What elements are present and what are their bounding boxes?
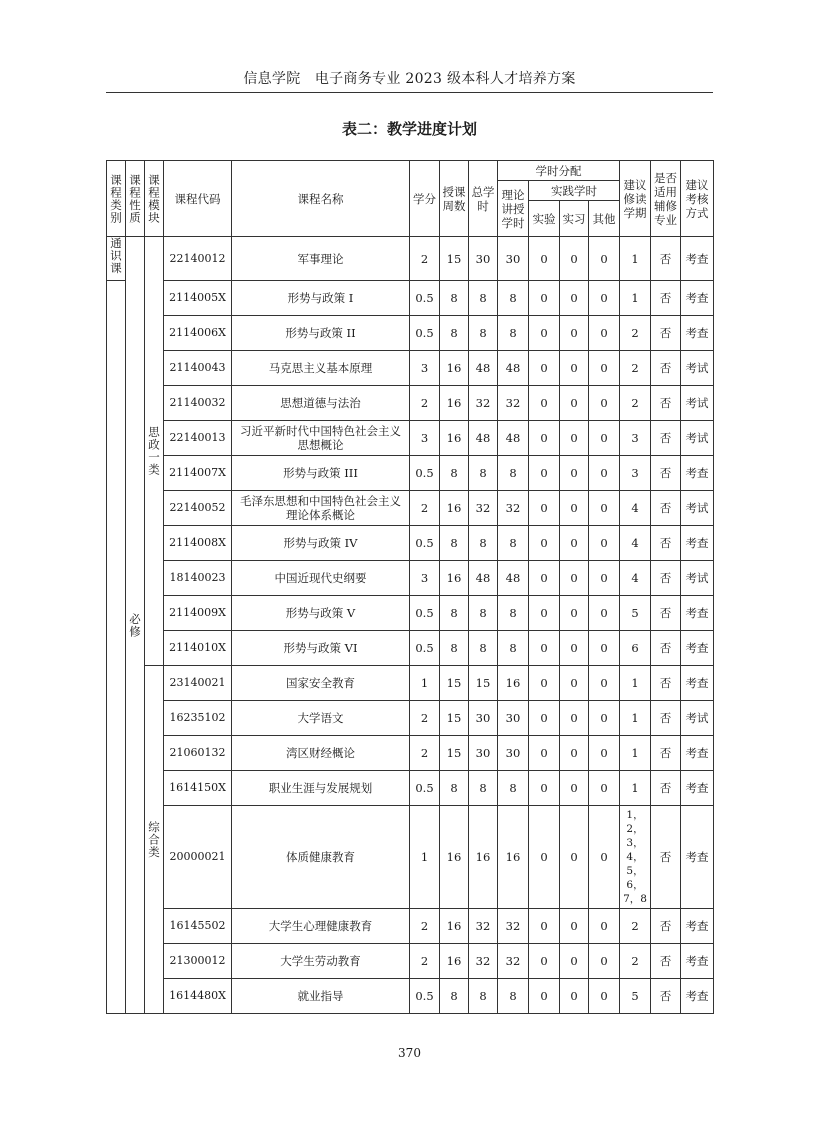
assessment: 考查 xyxy=(681,909,714,944)
credits: 1 xyxy=(410,666,440,701)
credits: 0.5 xyxy=(410,596,440,631)
suggested-term: 1 xyxy=(620,666,651,701)
course-code: 2114010X xyxy=(164,631,232,666)
other-hours: 0 xyxy=(589,386,620,421)
total-hours: 8 xyxy=(469,631,498,666)
total-hours: 48 xyxy=(469,561,498,596)
weeks: 15 xyxy=(440,736,469,771)
credits: 3 xyxy=(410,351,440,386)
page-title: 表二：教学进度计划 xyxy=(341,120,477,138)
theory-hours: 16 xyxy=(498,806,529,909)
internship-hours: 0 xyxy=(560,316,589,351)
other-hours: 0 xyxy=(589,701,620,736)
course-code: 20000021 xyxy=(164,806,232,909)
suggested-term: 6 xyxy=(620,631,651,666)
lab-hours: 0 xyxy=(529,421,560,456)
header-code: 课程代码 xyxy=(164,161,232,237)
total-hours: 8 xyxy=(469,526,498,561)
header-suggested-term: 建议修读学期 xyxy=(620,161,651,237)
suggested-term: 4 xyxy=(620,561,651,596)
weeks: 15 xyxy=(440,237,469,281)
assessment: 考查 xyxy=(681,979,714,1014)
lab-hours: 0 xyxy=(529,806,560,909)
total-hours: 16 xyxy=(469,806,498,909)
lab-hours: 0 xyxy=(529,631,560,666)
course-name: 形势与政策 II xyxy=(232,316,410,351)
theory-hours: 32 xyxy=(498,491,529,526)
credits: 0.5 xyxy=(410,631,440,666)
minor-applicable: 否 xyxy=(651,736,681,771)
header-minor-applicable: 是否适用辅修专业 xyxy=(651,161,681,237)
other-hours: 0 xyxy=(589,421,620,456)
internship-hours: 0 xyxy=(560,944,589,979)
suggested-term: 1 xyxy=(620,281,651,316)
suggested-term: 2 xyxy=(620,944,651,979)
course-name: 大学生心理健康教育 xyxy=(232,909,410,944)
course-name: 形势与政策 III xyxy=(232,456,410,491)
assessment: 考试 xyxy=(681,386,714,421)
header-credits: 学分 xyxy=(410,161,440,237)
other-hours: 0 xyxy=(589,596,620,631)
course-name: 形势与政策 V xyxy=(232,596,410,631)
minor-applicable: 否 xyxy=(651,701,681,736)
assessment: 考试 xyxy=(681,561,714,596)
total-hours: 15 xyxy=(469,666,498,701)
internship-hours: 0 xyxy=(560,596,589,631)
table-row xyxy=(107,281,714,316)
other-hours: 0 xyxy=(589,561,620,596)
theory-hours: 32 xyxy=(498,909,529,944)
table-row xyxy=(107,421,714,456)
other-hours: 0 xyxy=(589,526,620,561)
internship-hours: 0 xyxy=(560,491,589,526)
lab-hours: 0 xyxy=(529,526,560,561)
lab-hours: 0 xyxy=(529,491,560,526)
lab-hours: 0 xyxy=(529,237,560,281)
lab-hours: 0 xyxy=(529,944,560,979)
credits: 3 xyxy=(410,561,440,596)
credits: 2 xyxy=(410,386,440,421)
suggested-term: 2 xyxy=(620,386,651,421)
other-hours: 0 xyxy=(589,909,620,944)
credits: 0.5 xyxy=(410,316,440,351)
course-name: 习近平新时代中国特色社会主义思想概论 xyxy=(232,421,410,456)
course-code: 2114005X xyxy=(164,281,232,316)
credits: 2 xyxy=(410,237,440,281)
weeks: 16 xyxy=(440,909,469,944)
header-name: 课程名称 xyxy=(232,161,410,237)
assessment: 考试 xyxy=(681,701,714,736)
lab-hours: 0 xyxy=(529,701,560,736)
table-row xyxy=(107,351,714,386)
lab-hours: 0 xyxy=(529,909,560,944)
minor-applicable: 否 xyxy=(651,806,681,909)
lab-hours: 0 xyxy=(529,979,560,1014)
theory-hours: 30 xyxy=(498,736,529,771)
table-row xyxy=(107,701,714,736)
assessment: 考查 xyxy=(681,316,714,351)
course-code: 23140021 xyxy=(164,666,232,701)
theory-hours: 8 xyxy=(498,281,529,316)
theory-hours: 48 xyxy=(498,561,529,596)
table-row xyxy=(107,491,714,526)
theory-hours: 8 xyxy=(498,979,529,1014)
header-category: 课程类别 xyxy=(107,161,126,237)
table-row xyxy=(107,456,714,491)
course-code: 16235102 xyxy=(164,701,232,736)
credits: 0.5 xyxy=(410,771,440,806)
total-hours: 48 xyxy=(469,351,498,386)
header-assessment: 建议考核方式 xyxy=(681,161,714,237)
total-hours: 32 xyxy=(469,909,498,944)
course-code: 2114006X xyxy=(164,316,232,351)
lab-hours: 0 xyxy=(529,351,560,386)
total-hours: 30 xyxy=(469,701,498,736)
course-name: 形势与政策 VI xyxy=(232,631,410,666)
minor-applicable: 否 xyxy=(651,281,681,316)
weeks: 16 xyxy=(440,491,469,526)
page-number: 370 xyxy=(398,1046,421,1060)
course-code: 22140012 xyxy=(164,237,232,281)
table-row xyxy=(107,561,714,596)
theory-hours: 8 xyxy=(498,771,529,806)
suggested-term: 2 xyxy=(620,909,651,944)
header-nature: 课程性质 xyxy=(126,161,145,237)
course-name: 毛泽东思想和中国特色社会主义理论体系概论 xyxy=(232,491,410,526)
total-hours: 8 xyxy=(469,456,498,491)
header-module: 课程模块 xyxy=(145,161,164,237)
minor-applicable: 否 xyxy=(651,237,681,281)
course-name: 职业生涯与发展规划 xyxy=(232,771,410,806)
credits: 2 xyxy=(410,491,440,526)
suggested-term: 1，2，3，4，5，6，7，8 xyxy=(620,806,651,909)
other-hours: 0 xyxy=(589,237,620,281)
course-code: 18140023 xyxy=(164,561,232,596)
internship-hours: 0 xyxy=(560,526,589,561)
assessment: 考查 xyxy=(681,237,714,281)
minor-applicable: 否 xyxy=(651,909,681,944)
total-hours: 30 xyxy=(469,736,498,771)
weeks: 16 xyxy=(440,351,469,386)
module-cell-comprehensive: 综合类 xyxy=(145,666,164,1014)
internship-hours: 0 xyxy=(560,979,589,1014)
category-cell: 通识课 xyxy=(107,237,126,281)
credits: 0.5 xyxy=(410,281,440,316)
course-name: 中国近现代史纲要 xyxy=(232,561,410,596)
course-name: 思想道德与法治 xyxy=(232,386,410,421)
module-cell-politics: 思政一类 xyxy=(145,237,164,666)
table-row xyxy=(107,979,714,1014)
total-hours: 48 xyxy=(469,421,498,456)
minor-applicable: 否 xyxy=(651,316,681,351)
header-internship: 实习 xyxy=(560,201,589,237)
theory-hours: 32 xyxy=(498,386,529,421)
internship-hours: 0 xyxy=(560,421,589,456)
theory-hours: 8 xyxy=(498,456,529,491)
internship-hours: 0 xyxy=(560,351,589,386)
weeks: 8 xyxy=(440,771,469,806)
suggested-term: 2 xyxy=(620,316,651,351)
weeks: 16 xyxy=(440,944,469,979)
course-name: 军事理论 xyxy=(232,237,410,281)
nature-cell: 必修 xyxy=(126,237,145,1014)
course-name: 体质健康教育 xyxy=(232,806,410,909)
assessment: 考查 xyxy=(681,631,714,666)
minor-applicable: 否 xyxy=(651,596,681,631)
assessment: 考查 xyxy=(681,456,714,491)
course-code: 21060132 xyxy=(164,736,232,771)
minor-applicable: 否 xyxy=(651,386,681,421)
other-hours: 0 xyxy=(589,281,620,316)
table-row xyxy=(107,666,714,701)
total-hours: 32 xyxy=(469,491,498,526)
suggested-term: 3 xyxy=(620,421,651,456)
weeks: 8 xyxy=(440,281,469,316)
weeks: 8 xyxy=(440,456,469,491)
theory-hours: 48 xyxy=(498,351,529,386)
other-hours: 0 xyxy=(589,666,620,701)
suggested-term: 4 xyxy=(620,491,651,526)
course-name: 湾区财经概论 xyxy=(232,736,410,771)
course-name: 马克思主义基本原理 xyxy=(232,351,410,386)
lab-hours: 0 xyxy=(529,561,560,596)
suggested-term: 1 xyxy=(620,771,651,806)
assessment: 考查 xyxy=(681,526,714,561)
total-hours: 8 xyxy=(469,316,498,351)
lab-hours: 0 xyxy=(529,316,560,351)
header-lab: 实验 xyxy=(529,201,560,237)
minor-applicable: 否 xyxy=(651,526,681,561)
table-row xyxy=(107,771,714,806)
credits: 0.5 xyxy=(410,526,440,561)
table-row xyxy=(107,316,714,351)
weeks: 16 xyxy=(440,386,469,421)
weeks: 16 xyxy=(440,561,469,596)
other-hours: 0 xyxy=(589,806,620,909)
header-practice-hours: 实践学时 xyxy=(529,181,620,201)
other-hours: 0 xyxy=(589,736,620,771)
assessment: 考试 xyxy=(681,421,714,456)
course-name: 大学语文 xyxy=(232,701,410,736)
assessment: 考查 xyxy=(681,771,714,806)
course-code: 22140013 xyxy=(164,421,232,456)
minor-applicable: 否 xyxy=(651,771,681,806)
internship-hours: 0 xyxy=(560,281,589,316)
theory-hours: 8 xyxy=(498,596,529,631)
lab-hours: 0 xyxy=(529,386,560,421)
total-hours: 8 xyxy=(469,596,498,631)
other-hours: 0 xyxy=(589,351,620,386)
internship-hours: 0 xyxy=(560,771,589,806)
table-row xyxy=(107,736,714,771)
credits: 1 xyxy=(410,806,440,909)
lab-hours: 0 xyxy=(529,666,560,701)
other-hours: 0 xyxy=(589,979,620,1014)
minor-applicable: 否 xyxy=(651,631,681,666)
theory-hours: 30 xyxy=(498,237,529,281)
weeks: 15 xyxy=(440,666,469,701)
suggested-term: 1 xyxy=(620,701,651,736)
course-code: 2114008X xyxy=(164,526,232,561)
weeks: 8 xyxy=(440,979,469,1014)
total-hours: 32 xyxy=(469,386,498,421)
total-hours: 30 xyxy=(469,237,498,281)
internship-hours: 0 xyxy=(560,631,589,666)
other-hours: 0 xyxy=(589,631,620,666)
suggested-term: 5 xyxy=(620,979,651,1014)
course-code: 2114009X xyxy=(164,596,232,631)
weeks: 8 xyxy=(440,596,469,631)
header-hours-distribution: 学时分配 xyxy=(498,161,620,181)
header-total-hours: 总学时 xyxy=(469,161,498,237)
minor-applicable: 否 xyxy=(651,351,681,386)
total-hours: 8 xyxy=(469,281,498,316)
lab-hours: 0 xyxy=(529,456,560,491)
assessment: 考试 xyxy=(681,351,714,386)
course-code: 1614480X xyxy=(164,979,232,1014)
minor-applicable: 否 xyxy=(651,666,681,701)
suggested-term: 4 xyxy=(620,526,651,561)
lab-hours: 0 xyxy=(529,596,560,631)
table-body xyxy=(107,237,714,1014)
credits: 2 xyxy=(410,909,440,944)
assessment: 考查 xyxy=(681,736,714,771)
credits: 0.5 xyxy=(410,979,440,1014)
suggested-term: 1 xyxy=(620,736,651,771)
table-row xyxy=(107,526,714,561)
table-row xyxy=(107,386,714,421)
course-name: 国家安全教育 xyxy=(232,666,410,701)
minor-applicable: 否 xyxy=(651,979,681,1014)
header-theory-hours: 理论讲授学时 xyxy=(498,181,529,237)
course-code: 22140052 xyxy=(164,491,232,526)
internship-hours: 0 xyxy=(560,701,589,736)
minor-applicable: 否 xyxy=(651,944,681,979)
assessment: 考查 xyxy=(681,596,714,631)
weeks: 16 xyxy=(440,806,469,909)
suggested-term: 3 xyxy=(620,456,651,491)
internship-hours: 0 xyxy=(560,736,589,771)
course-code: 16145502 xyxy=(164,909,232,944)
theory-hours: 8 xyxy=(498,631,529,666)
credits: 2 xyxy=(410,944,440,979)
lab-hours: 0 xyxy=(529,771,560,806)
table-header xyxy=(107,161,714,237)
theory-hours: 8 xyxy=(498,526,529,561)
theory-hours: 30 xyxy=(498,701,529,736)
other-hours: 0 xyxy=(589,456,620,491)
assessment: 考查 xyxy=(681,666,714,701)
table-row xyxy=(107,806,714,909)
weeks: 8 xyxy=(440,631,469,666)
course-name: 就业指导 xyxy=(232,979,410,1014)
weeks: 15 xyxy=(440,701,469,736)
total-hours: 8 xyxy=(469,771,498,806)
weeks: 16 xyxy=(440,421,469,456)
internship-hours: 0 xyxy=(560,237,589,281)
assessment: 考查 xyxy=(681,806,714,909)
internship-hours: 0 xyxy=(560,806,589,909)
teaching-schedule-table xyxy=(106,160,714,1014)
internship-hours: 0 xyxy=(560,561,589,596)
course-name: 形势与政策 I xyxy=(232,281,410,316)
theory-hours: 8 xyxy=(498,316,529,351)
header-weeks: 授课周数 xyxy=(440,161,469,237)
course-name: 形势与政策 IV xyxy=(232,526,410,561)
other-hours: 0 xyxy=(589,491,620,526)
suggested-term: 1 xyxy=(620,237,651,281)
other-hours: 0 xyxy=(589,316,620,351)
minor-applicable: 否 xyxy=(651,456,681,491)
theory-hours: 16 xyxy=(498,666,529,701)
assessment: 考试 xyxy=(681,491,714,526)
minor-applicable: 否 xyxy=(651,491,681,526)
course-code: 21140032 xyxy=(164,386,232,421)
category-blank-cell xyxy=(107,281,126,1014)
course-name: 大学生劳动教育 xyxy=(232,944,410,979)
minor-applicable: 否 xyxy=(651,421,681,456)
theory-hours: 32 xyxy=(498,944,529,979)
course-code: 21300012 xyxy=(164,944,232,979)
weeks: 8 xyxy=(440,316,469,351)
credits: 2 xyxy=(410,736,440,771)
header-other: 其他 xyxy=(589,201,620,237)
page-header: 信息学院 电子商务专业 2023 级本科人才培养方案 xyxy=(106,66,713,93)
table-row xyxy=(107,596,714,631)
assessment: 考查 xyxy=(681,944,714,979)
minor-applicable: 否 xyxy=(651,561,681,596)
internship-hours: 0 xyxy=(560,666,589,701)
internship-hours: 0 xyxy=(560,386,589,421)
table-row xyxy=(107,237,714,281)
total-hours: 8 xyxy=(469,979,498,1014)
credits: 3 xyxy=(410,421,440,456)
course-code: 1614150X xyxy=(164,771,232,806)
assessment: 考查 xyxy=(681,281,714,316)
other-hours: 0 xyxy=(589,771,620,806)
course-code: 2114007X xyxy=(164,456,232,491)
table-row xyxy=(107,944,714,979)
suggested-term: 5 xyxy=(620,596,651,631)
total-hours: 32 xyxy=(469,944,498,979)
table-row xyxy=(107,909,714,944)
credits: 2 xyxy=(410,701,440,736)
internship-hours: 0 xyxy=(560,456,589,491)
credits: 0.5 xyxy=(410,456,440,491)
internship-hours: 0 xyxy=(560,909,589,944)
lab-hours: 0 xyxy=(529,736,560,771)
lab-hours: 0 xyxy=(529,281,560,316)
course-code: 21140043 xyxy=(164,351,232,386)
other-hours: 0 xyxy=(589,944,620,979)
table-row xyxy=(107,631,714,666)
suggested-term: 2 xyxy=(620,351,651,386)
weeks: 8 xyxy=(440,526,469,561)
theory-hours: 48 xyxy=(498,421,529,456)
